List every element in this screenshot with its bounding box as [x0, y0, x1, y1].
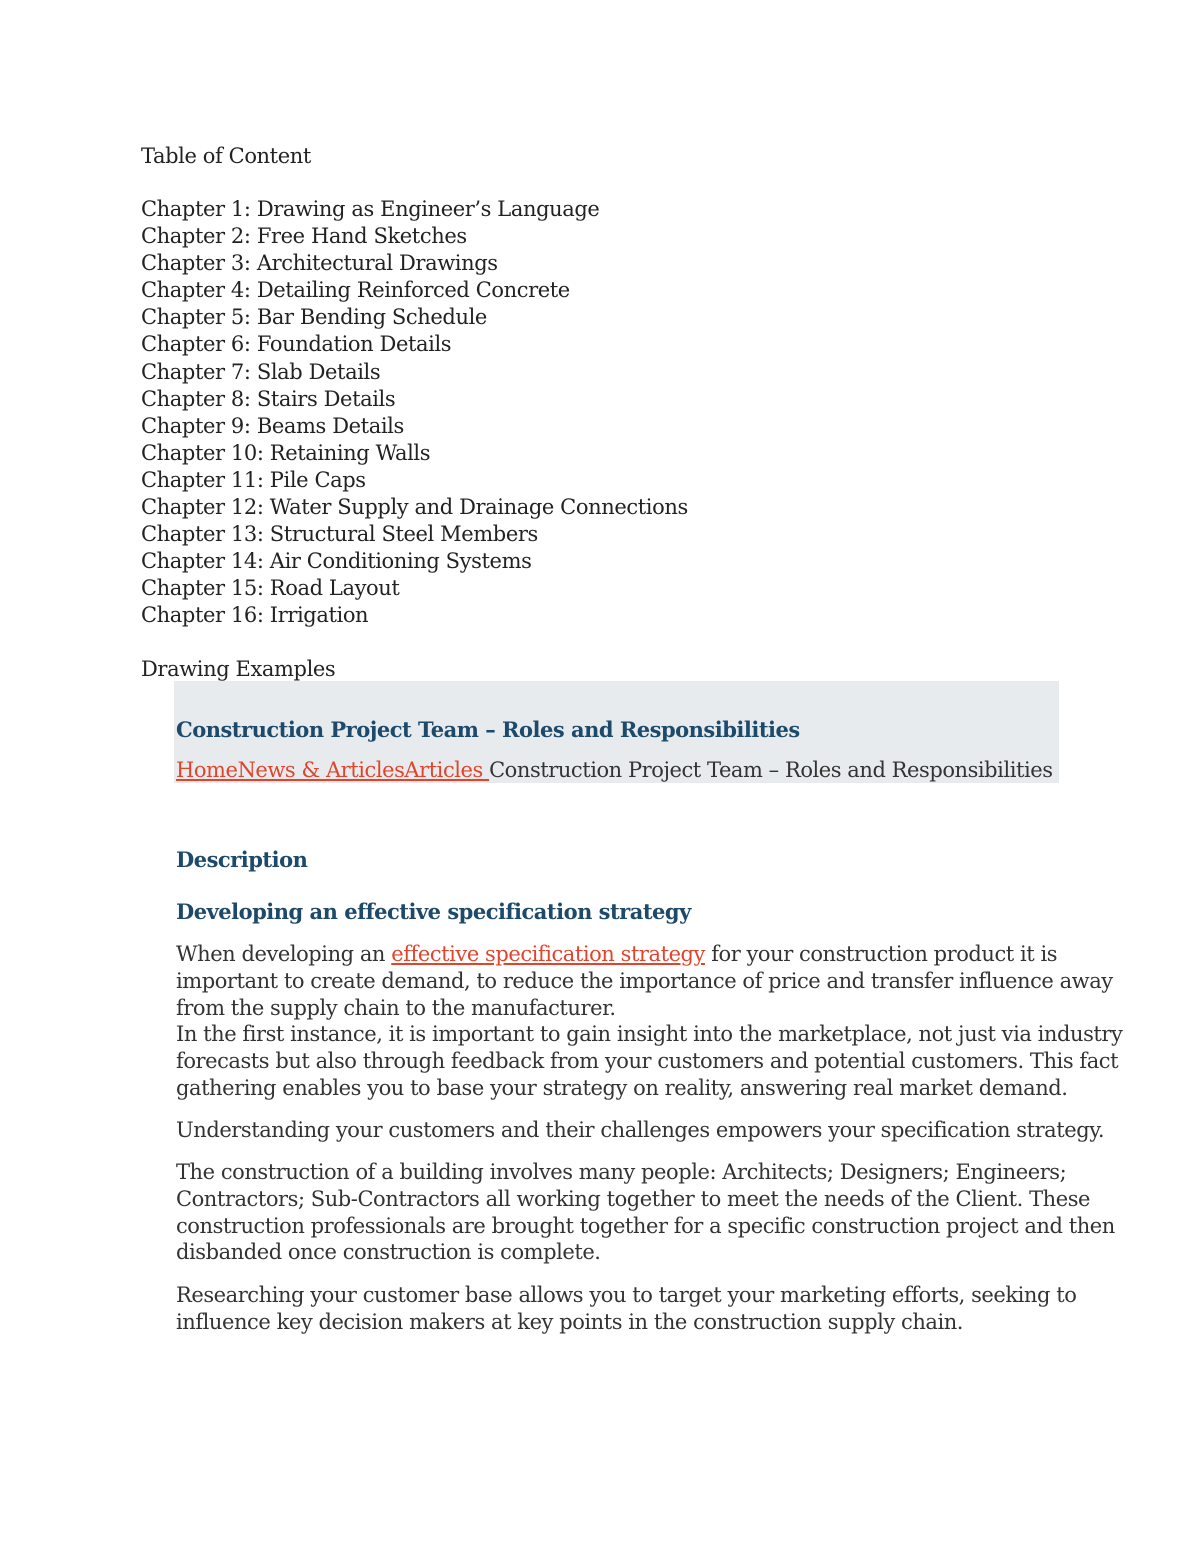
toc-chapter-14: Chapter 14: Air Conditioning Systems	[141, 549, 532, 574]
paragraph-line	[176, 941, 1056, 968]
drawing-examples-title: Drawing Examples	[141, 657, 336, 681]
paragraph-line: In the first instance, it is important to gain insight into the marketplace, not just via industry	[176, 1022, 1123, 1047]
toc-chapter-16: Chapter 16: Irrigation	[141, 603, 369, 628]
paragraph-construction-people	[176, 1159, 1115, 1266]
paragraph-line: construction professionals are brought together for a specific construction project and then	[176, 1213, 1115, 1238]
toc-title: Table of Content	[141, 144, 311, 168]
paragraph-line: Contractors; Sub-Contractors all working together to meet the needs of the Client. These	[176, 1186, 1091, 1211]
toc-chapter-1: Chapter 1: Drawing as Engineer’s Language	[141, 197, 600, 221]
toc-chapter-3: Chapter 3: Architectural Drawings	[141, 251, 498, 276]
toc-chapter-5: Chapter 5: Bar Bending Schedule	[141, 305, 487, 330]
paragraph-understanding-customers	[176, 1117, 1105, 1144]
effective-specification-strategy-link[interactable]: effective specification strategy	[391, 942, 705, 966]
breadcrumb	[176, 757, 1053, 784]
description-heading: Description	[176, 847, 308, 872]
paragraph-line: The construction of a building involves many people: Architects; Designers; Engineers;	[176, 1160, 1067, 1184]
strategy-heading: Developing an effective specification strategy	[176, 899, 691, 924]
toc-chapter-6: Chapter 6: Foundation Details	[141, 332, 452, 357]
paragraph-line: forecasts but also through feedback from your customers and potential customers. This fact	[176, 1049, 1119, 1074]
paragraph-researching-customers	[176, 1282, 1077, 1336]
toc-chapter-8: Chapter 8: Stairs Details	[141, 386, 396, 411]
toc-chapter-11: Chapter 11: Pile Caps	[141, 467, 366, 492]
toc-chapter-7: Chapter 7: Slab Details	[141, 359, 381, 384]
toc-chapter-9: Chapter 9: Beams Details	[141, 413, 404, 438]
paragraph-line: gathering enables you to base your strategy on reality, answering real market demand.	[176, 1075, 1068, 1100]
breadcrumb-articles-link[interactable]: Articles	[404, 758, 490, 782]
breadcrumb-home-link[interactable]: Home	[176, 758, 238, 782]
toc-chapter-4: Chapter 4: Detailing Reinforced Concrete	[141, 278, 570, 303]
paragraph-line: influence key decision makers at key points in the construction supply chain.	[176, 1309, 964, 1334]
paragraph-text: When developing an	[176, 942, 392, 966]
breadcrumb-current: Construction Project Team – Roles and Responsibilities	[489, 758, 1053, 782]
paragraph-text: for your construction product it is	[704, 942, 1058, 966]
article-title: Construction Project Team – Roles and Responsibilities	[176, 717, 800, 742]
toc-chapter-12: Chapter 12: Water Supply and Drainage Connections	[141, 495, 688, 520]
toc-chapter-13: Chapter 13: Structural Steel Members	[141, 522, 538, 547]
breadcrumb-news-link[interactable]: News & Articles	[237, 758, 405, 782]
toc-chapter-10: Chapter 10: Retaining Walls	[141, 440, 431, 465]
paragraph-line: Understanding your customers and their challenges empowers your specification strategy.	[176, 1118, 1105, 1142]
toc-chapter-15: Chapter 15: Road Layout	[141, 576, 400, 601]
paragraph-line: disbanded once construction is complete.	[176, 1240, 601, 1265]
paragraph-line: Researching your customer base allows you to target your marketing efforts, seeking to	[176, 1283, 1077, 1307]
paragraph-line: important to create demand, to reduce the importance of price and transfer influence away	[176, 968, 1113, 993]
paragraph-line: from the supply chain to the manufacturer.	[176, 995, 616, 1020]
toc-chapter-2: Chapter 2: Free Hand Sketches	[141, 224, 467, 249]
paragraph-specification-strategy	[176, 941, 1123, 1102]
toc-list	[141, 196, 688, 630]
